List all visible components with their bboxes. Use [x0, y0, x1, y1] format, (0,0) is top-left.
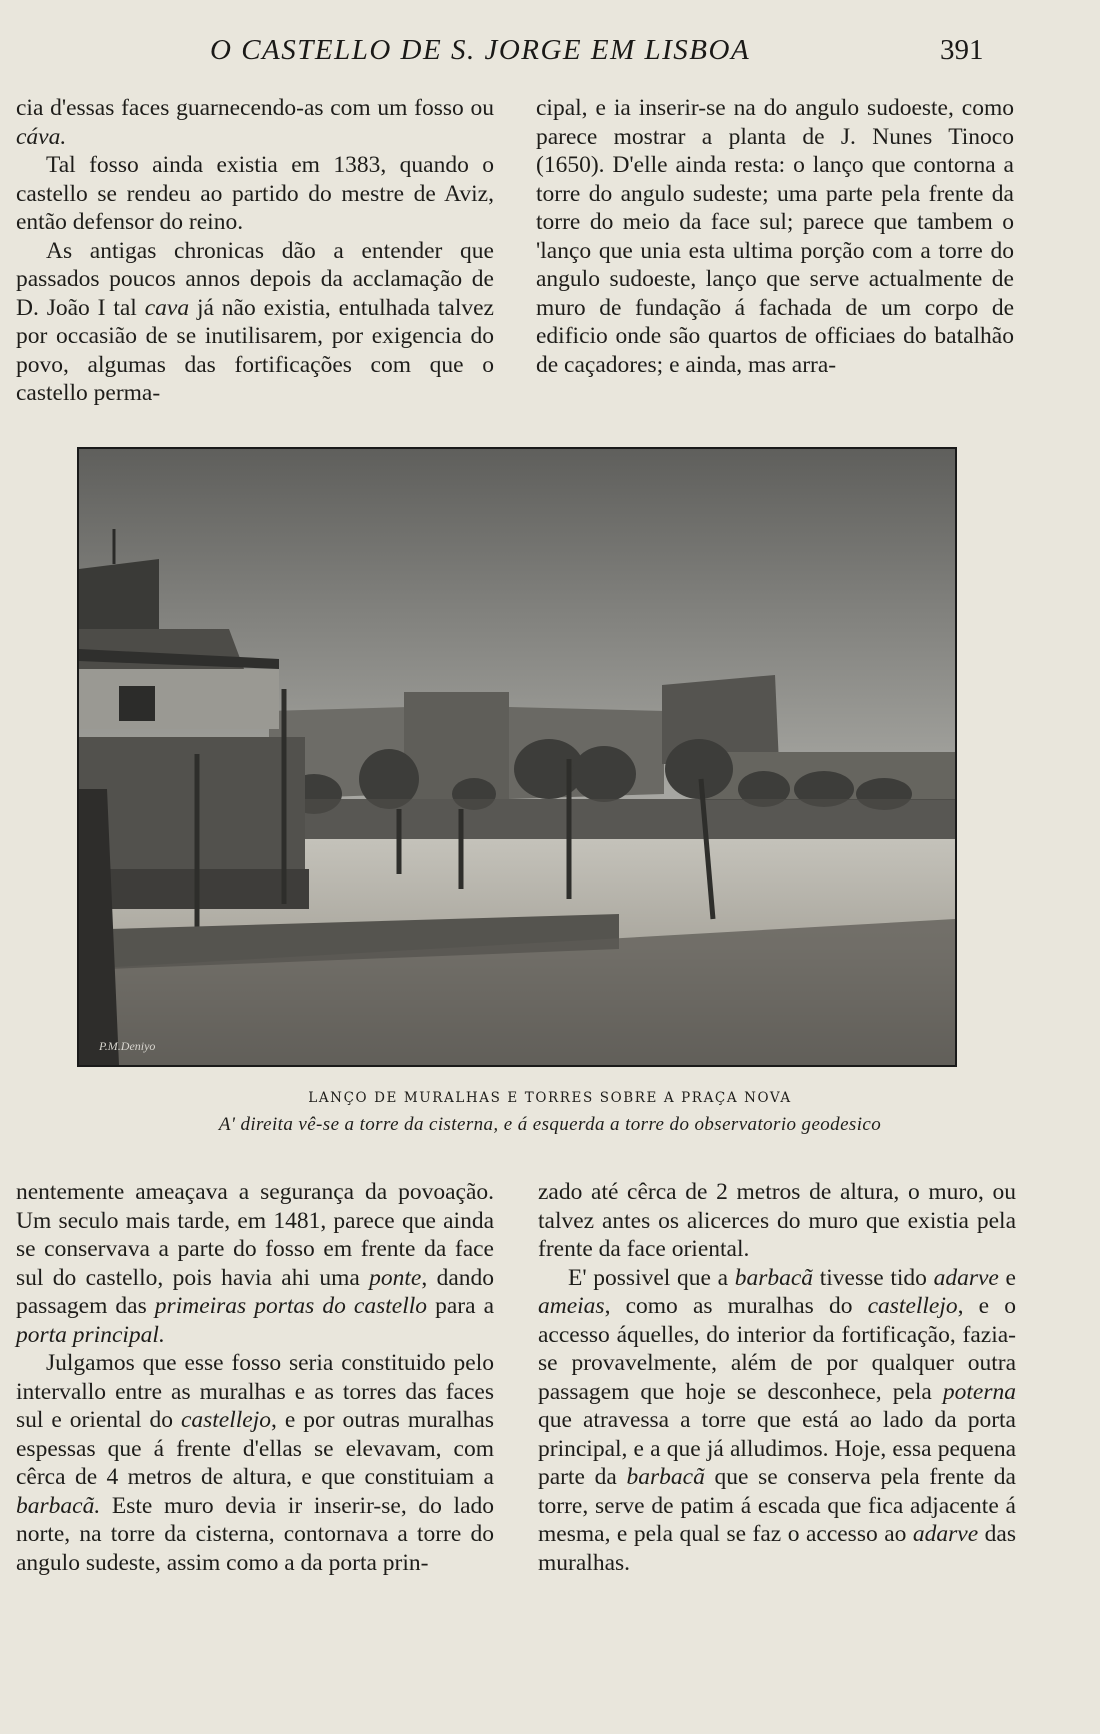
tree-shadow-band [259, 799, 955, 839]
italic-term: porta principal. [16, 1321, 165, 1348]
italic-term: adarve [912, 1521, 979, 1547]
text-column-top-left [16, 94, 494, 408]
italic-term: cava [144, 294, 190, 321]
text-column-top-right [536, 94, 1014, 379]
paragraph: cia d'essas faces guarnecendo-as com um fosso ou cáva. [16, 95, 494, 150]
italic-term: castellejo [867, 1293, 958, 1319]
paragraph: nentemente ameaçava a segurança da povoação. Um seculo mais tarde, em 1481, parece que ainda se conservava a parte do fosso em frente da face sul do castello, pois havia ahi uma ponte, dando passagem das primeiras portas do castello para a porta principal. [16, 1179, 495, 1348]
running-title: O CASTELLO DE S. JORGE EM LISBOA [210, 34, 751, 66]
castle-photograph [77, 447, 957, 1067]
italic-term: barbacã [734, 1264, 814, 1291]
italic-term: barbacã [626, 1464, 705, 1490]
italic-term: barbacã. [16, 1492, 101, 1519]
paragraph: E' possivel que a barbacã tivesse tido adarve e ameias, como as muralhas do castellejo, e o accesso áquelles, do interior da fortificação, fazia-se provavelmente, além de por qualquer outra passagem que hoje se desconhece, pela poterna que atravessa a torre que está ao lado da porta principal, e a que já alludimos. Hoje, essa pequena parte da barbacã que se conserva pela frente da torre, serve de patim á escada que fica adjacente á mesma, e pela qual se faz o accesso ao adarve das muralhas. [538, 1264, 1016, 1576]
italic-term: poterna [942, 1378, 1016, 1405]
text-column-bottom-left [16, 1178, 494, 1577]
figure-caption-subtitle: A' direita vê-se a torre da cisterna, e á esquerda a torre do observatorio geodesico [218, 1114, 882, 1135]
paragraph: Julgamos que esse fosso seria constituido pelo intervallo entre as muralhas e as torres das faces sul e oriental do castellejo, e por outras muralhas espessas que á frente d'ellas se elevavam, com cêrca de 4 metros de altura, e que constituiam a barbacã. Este muro devia ir inserir-se, do lado norte, na torre da cisterna, contornava a torre do angulo sudeste, assim como a da porta prin- [16, 1350, 494, 1576]
italic-term: cáva. [16, 123, 67, 150]
paragraph: cipal, e ia inserir-se na do angulo sudoeste, como parece mostrar a planta de J. Nunes Tinoco (1650). D'elle ainda resta: o lanço que contorna a torre do angulo sudeste; uma parte pela frente da torre do meio da face sul; parece que tambem o 'lanço que unia esta ultima porção com a torre do angulo sudoeste, lanço que serve actualmente de muro de fundação á fachada de um corpo de edificio onde são quartos de officiaes do batalhão de caçadores; e ainda, mas arra- [536, 95, 1014, 378]
running-head [0, 32, 1100, 72]
italic-term: castellejo [180, 1407, 271, 1433]
paragraph: zado até cêrca de 2 metros de altura, o muro, ou talvez antes os alicerces do muro que existia pela frente da face oriental. [538, 1179, 1016, 1262]
castle-walls-illustration [79, 449, 955, 1065]
paragraph: As antigas chronicas dão a entender que passados poucos annos depois da acclamação de D. João I tal cava já não existia, entulhada talvez por occasião de se inutilisarem, por exigencia do povo, algumas das fortificações com que o castello perma- [16, 237, 494, 406]
italic-term: ponte [369, 1264, 422, 1291]
text-column-bottom-right [538, 1178, 1016, 1577]
italic-term: adarve [933, 1264, 999, 1291]
page-number: 391 [940, 34, 984, 66]
italic-term: ameias [538, 1293, 605, 1319]
italic-term: primeiras portas do castello [154, 1293, 428, 1319]
figure-caption-title: LANÇO DE MURALHAS E TORRES SOBRE A PRAÇA NOVA [308, 1090, 792, 1106]
photographer-signature: P.M.Deniyo [99, 1039, 156, 1053]
paragraph: Tal fosso ainda existia em 1383, quando o castello se rendeu ao partido do mestre de Aviz, então defensor do reino. [16, 152, 494, 235]
